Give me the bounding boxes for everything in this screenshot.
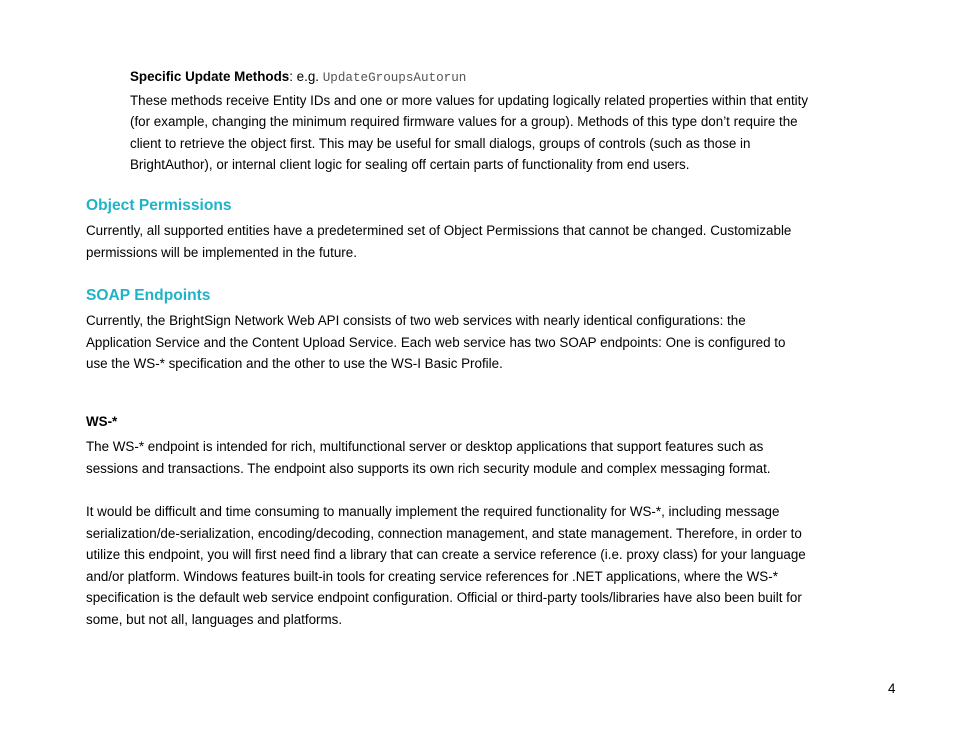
ws-star-line: some, but not all, languages and platforms. [86,611,343,627]
example-method-code: UpdateGroupsAutorun [322,71,467,85]
soap-endpoints-line: Currently, the BrightSign Network Web API consists of two web services with nearly identical configurations: the [86,313,746,328]
soap-endpoints-paragraph [86,310,876,375]
ws-star-line: utilize this endpoint, you will first need find a library that can create a service reference (i.e. proxy class) for your language [86,547,806,562]
ws-star-line: It would be difficult and time consuming to manually implement the required functionality for WS-*, including message [86,504,780,519]
ws-star-line: serialization/de-serialization, encoding/decoding, connection management, and state management. Therefore, in order to [86,525,802,541]
ws-star-line: specification is the default web service endpoint configuration. Official or third-party tools/libraries have also been built for [86,590,802,605]
ws-star-line: and/or platform. Windows features built-in tools for creating service references for .NET applications, where the WS-* [86,568,778,584]
object-permissions-line: Currently, all supported entities have a predetermined set of Object Permissions that cannot be changed. Customizable [86,223,792,238]
page-number: 4 [888,681,896,696]
ws-star-line: The WS-* endpoint is intended for rich, multifunctional server or desktop applications that support features such as [86,439,764,454]
object-permissions-line: permissions will be implemented in the future. [86,244,357,260]
ws-star-paragraph-2 [86,501,876,630]
ws-star-paragraph-1 [86,436,876,479]
specific-update-methods-section [130,66,870,176]
soap-endpoints-heading: SOAP Endpoints [86,287,211,304]
object-permissions-heading: Object Permissions [86,197,232,214]
object-permissions-paragraph [86,220,876,263]
soap-endpoints-line: Application Service and the Content Upload Service. Each web service has two SOAP endpoints: One is configured to [86,334,786,350]
specific-update-methods-line: These methods receive Entity IDs and one or more values for updating logically related properties within that entity [130,92,809,108]
ws-star-heading: WS-* [86,414,118,429]
specific-update-methods-line: client to retrieve the object first. This may be useful for small dialogs, groups of controls (such as those in [130,135,751,151]
example-separator: : e.g. [289,69,323,84]
specific-update-methods-title-line [130,66,870,90]
specific-update-methods-term: Specific Update Methods [130,69,290,84]
ws-star-line: sessions and transactions. The endpoint also supports its own rich security module and complex messaging format. [86,460,771,476]
soap-endpoints-line: use the WS-* specification and the other to use the WS-I Basic Profile. [86,356,503,371]
specific-update-methods-line: BrightAuthor), or internal client logic for sealing off certain parts of functionality from end users. [130,157,690,172]
specific-update-methods-line: (for example, changing the minimum required firmware values for a group). Methods of this type don’t require the [130,114,798,129]
